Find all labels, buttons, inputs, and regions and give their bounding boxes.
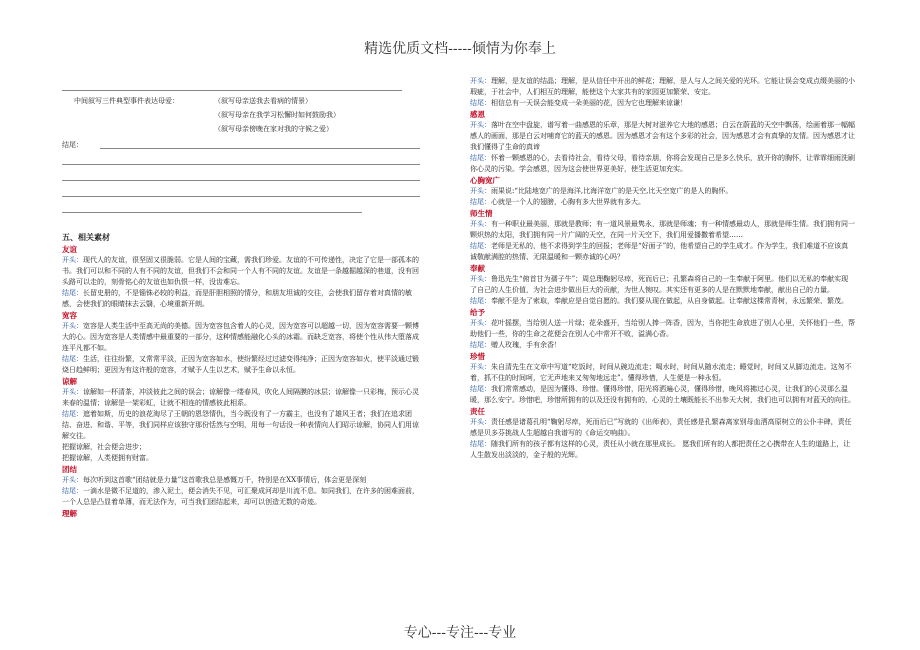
para-text: 遮着如斯，历史的浪花淘尽了王朝的恩怨情仇，当今既没有了一方霸主，也没有了雄风王者；我们在追求团结、奋进、和谐、平等，我们同样应该独守那份恬然与空明，用每一句话没一种表情向人们昭示谅解，协同人们用谅解交往。 [62,410,419,440]
topic-title: 团结 [62,465,77,474]
para-text: 落叶在空中盘旋，谱写着一曲感恩的乐章，那是大树对滋养它大地的感恩；白云在蔚蓝的天空中飘荡，绘画着那一幅幅感人的画面，那是白云对哺育它的蓝天的感恩。因为感恩才会有这个多彩的社会，因为感恩才会有真挚的友情。因为感恩才让我们懂得了生命的真谛 [470,121,855,151]
para-colon: ： [76,322,83,330]
material-paragraph [470,241,855,263]
para-tag: 结尾 [62,355,76,363]
topic-title: 感恩 [470,110,485,119]
para-text: 生活，往往纷繁，又常常平淡，正因为宽容如水，使纷繁经过过滤变得纯净；正因为宽容如火，使平淡通过锻烧日趋鲜明；更因为有这许般的宽容，才赋予人生以艺术，赋予生命以永恒。 [62,355,419,374]
blank-line [62,164,420,165]
para-colon: ： [484,220,491,228]
para-text: 随我们所有的孩子都有这样的心灵，责任从小就在那里成长。 愿我们所有的人都把责任之心携带在人生的道路上，让人生散发出淡淡的，金子般的光辉。 [470,440,851,459]
material-paragraph [470,417,855,439]
material-paragraph [62,354,422,376]
mid-item: （叙写母亲在我学习松懈时如何鼓励我） [214,111,340,119]
para-text: 相信总有一天误会能变成一朵美丽的花，因为它也理解来谅谦！ [491,99,687,107]
para-tag: 结尾 [470,242,484,250]
para-text: 朱自清先生在文章中写道“吃饭时，时间从碗边流走；喝水时，时间从随水流走；睡觉时，时间又从脚边流走。这匆不着，抓不住的时间呵，它无声地来又匆匆地远走”。懂得珍惜，人生便是一种永恒。 [470,363,852,382]
para-colon: ： [484,275,491,283]
topic-title: 心胸宽广 [470,176,500,185]
para-tag: 开头 [470,121,484,129]
para-text: 我们常常感动，是因为懂得、珍惜。懂得珍惜，阳光将洒遍心灵，懂得珍惜，晚风将拂过心灵，让我们的心灵那么温暖，那么安宁。珍惜吧，珍惜所拥有的以及还没有拥有的，心灵的土壤既能长不出参天大树，我们也可以拥有对蓝天的向往。 [470,385,855,404]
topic-title: 宽容 [62,311,77,320]
topic-title: 师生情 [470,209,493,218]
para-colon: ： [76,487,83,495]
para-colon: ： [484,297,491,305]
material-paragraph [62,255,422,288]
material-paragraph [470,153,855,175]
material-paragraph [470,384,855,406]
mid-item: （叙写母亲送我去看病的情景） [214,97,312,105]
para-tag: 开头 [470,418,484,426]
material-paragraph [470,98,855,109]
mid-label: 中间叙写三件典型事件表达母爱： [74,97,179,105]
para-tag: 开头 [62,476,76,484]
para-tag: 开头 [62,388,76,396]
topic-title: 理解 [62,509,77,518]
para-colon: ： [484,319,491,327]
material-paragraph [62,288,422,310]
material-paragraph [470,219,855,241]
material-paragraph [62,321,422,354]
page-footer: 专心---专注---专业 [403,625,517,641]
para-tag: 结尾 [62,487,76,495]
para-text: 鲁迅先生“俯首甘为孺子牛”；周总理鞠躬尽瘁，死而后已；孔繁森将自己的一生奉献于阿里。他们以无私的奉献实现了自己的人生价值，为社会进步做出巨大的贡献，为世人惋叹。其实还有更多的人是在默默地奉献，献出自己的力量。 [470,275,849,294]
para-tag: 开头 [470,275,484,283]
para-tag: 开头 [470,319,484,327]
topic-title: 责任 [470,407,485,416]
blank-line [62,180,420,181]
para-colon: ： [484,154,491,162]
para-text: 老师是无私的，他不求得到学生的回报；老师是“好面子”的，他希望自己的学生成才。作为学生，我们难道不应该真诚敬献满腔的热情、无限温暖和一颗赤诚的心吗？ [470,242,849,261]
para-colon: ： [484,385,491,393]
material-paragraph [62,442,422,453]
para-tag: 结尾 [470,297,484,305]
para-tag: 开头 [62,256,76,264]
para-colon: ： [484,198,491,206]
para-colon: ： [76,410,83,418]
para-colon: ： [76,388,83,396]
para-text: 赠人玫瑰，手有余香！ [491,341,561,349]
blank-line [62,196,420,197]
para-text: 奉献不是为了索取，奉献应是自觉自愿的。我们要从现在做起，从自身做起。让奉献这棵常青树，永远繁荣、繁茂。 [491,297,848,305]
para-colon: ： [484,418,491,426]
para-colon: ： [484,187,491,195]
para-tag: 结尾 [470,198,484,206]
page-header: 精选优质文档-----倾情为你奉上 [364,41,556,57]
para-tag: 开头 [470,187,484,195]
para-tag: 开头 [470,220,484,228]
para-colon: ： [484,121,491,129]
para-text: 雨果说:“比陆地宽广的是海洋,比海洋宽广的是天空,比天空宽广的是人的胸怀。 [491,187,733,195]
blank-line [62,90,402,91]
material-paragraph [62,486,422,508]
material-paragraph [470,296,855,307]
para-tag: 结尾 [62,289,76,297]
material-paragraph [62,387,422,409]
material-paragraph [470,76,855,98]
para-tag: 结尾 [470,154,484,162]
material-paragraph [470,318,855,340]
para-text: 长留史册的，不是锱铢必较的利益，而是肝胆相照的情分，和朋友坦诚的交往，会使我们留存着对真情的敏感，会使我们的眼睛抹去云翳，心境重新开朗。 [62,289,412,308]
para-colon: ： [484,99,491,107]
para-colon: ： [484,242,491,250]
material-paragraph [62,409,422,442]
para-tag: 结尾 [62,410,76,418]
topic-title: 珍惜 [470,352,485,361]
para-colon: ： [76,355,83,363]
topic-title: 奉献 [470,264,485,273]
para-text: 花叶摇摆，当给别人送一片绿；花朵盛开，当给别人捧一阵香，因为，当你把生命放进了别人心里，关怀他们一些，帮助他们一些，你的生命之花便会在别人心中常开不败，溢满心香。 [470,319,855,338]
para-tag: 结尾 [470,99,484,107]
topic-title: 友谊 [62,245,77,254]
material-paragraph [470,197,855,208]
para-colon: ： [76,256,83,264]
material-paragraph [470,362,855,384]
para-tag: 开头 [470,77,484,85]
para-colon: ： [484,440,491,448]
blank-line [100,148,420,149]
para-text: 现代人的友谊，很坚固又很脆弱。它是人间的宝藏，需我们珍爱。友谊的不可传递性，决定了它是一部孤本的书。我们可以和不同的人有不同的友谊，但我们不会和同一个人有不同的友谊。友谊是一条越掘越深的巷道，没有回头路可以走的，刻骨铭心的友谊也如仇恨一样，没齿难忘。 [62,256,419,286]
para-tag: 开头 [62,322,76,330]
section-title: 五、相关素材 [62,232,110,242]
para-colon: ： [484,341,491,349]
mid-item: （叙写母亲傍晚在家对我的守候之爱） [214,125,333,133]
para-tag: 结尾 [470,341,484,349]
para-text: 谅解如一杯清茶，冲淡彼此之间的误会；谅解像一缕春风，吹化人间隔膜的冰层；谅解像一只彩梅，预示心灵来春的温情；谅解是一架彩虹，让就不相连的情感彼此相系。 [62,388,419,407]
para-text: 有一种职业最美丽，那就是教师；有一道风景最隽永，那就是师魂；有一种情感最动人，那就是师生情。我们拥有同一颗炽热的太阳，我们拥有同一片广阔的天空，在同一片天空下，我们用爱播撒着希望…… [470,220,855,239]
material-paragraph [470,186,855,197]
material-paragraph [470,340,855,351]
end-label: 结尾： [62,141,83,149]
topic-title: 谅解 [62,377,77,386]
para-text: 把握谅解，社会便会进步； [62,443,146,451]
para-text: 宽容是人类生活中至高无尚的美德。因为宽容包含着人的心灵，因为宽容可以超越一切，因为宽容需要一颗博大的心。因为宽容是人类情感中最重要的一部分，这种情感能融化心头的冰霜。而缺乏宽容，将使个性从伟大堕落成连平凡都不如。 [62,322,419,352]
para-text: 理解，是友谊的结晶；理解，是从信任中开出的鲜花；理解，是人与人之间关爱的光环。它能让误会变成点缀美丽的小瑕疵，于社会中，人们相互的理解，能使这个大家共有的家园更加繁荣、安定。 [470,77,855,96]
para-text: 一滴水是微不足道的，渗入泥土，便会消失不见，可汇聚成河却是川流不息。如同我们，在许多的困难面前，一个人总是凸显着单薄，而无法作为，可当我们团结起来，却可以创造无数的奇迹。 [62,487,419,506]
para-colon: ： [484,363,491,371]
blank-line [62,212,362,213]
para-text: 把握谅解，人类便拥有财富。 [62,454,153,462]
material-paragraph [62,453,422,464]
para-text: 心就是一个人的翅膀，心胸有多大世界就有多大。 [491,198,645,206]
para-text: 每次听到这首歌“团结就是力量”这首歌我总是感慨万千，特别是在XX事情后，体会更是深刻 [83,476,367,484]
para-tag: 结尾 [470,385,484,393]
para-colon: ： [76,476,83,484]
para-colon: ： [484,77,491,85]
para-tag: 开头 [470,363,484,371]
material-paragraph [470,120,855,153]
para-text: 怀着一颗感恩的心，去看待社会，看待父母，看待亲朋，你将会发现自己是多么快乐，放开你的胸怀，让霏霏细雨洗刷你心灵的污染。学会感恩，因为这会使世界更美好，使生活更加充实。 [470,154,855,173]
material-paragraph [62,475,422,486]
para-tag: 结尾 [470,440,484,448]
topic-title: 给予 [470,308,485,317]
material-paragraph [470,439,855,461]
para-colon: ： [76,289,83,297]
para-text: 责任感是诸葛孔明“鞠躬尽瘁，死而后已”写就的《出师表》，责任感是孔繁森离家别母血洒高原树立的公仆丰碑，责任感是贝多芬挑战人生超越自我谱写的《命运交响曲》。 [470,418,852,437]
material-paragraph [470,274,855,296]
